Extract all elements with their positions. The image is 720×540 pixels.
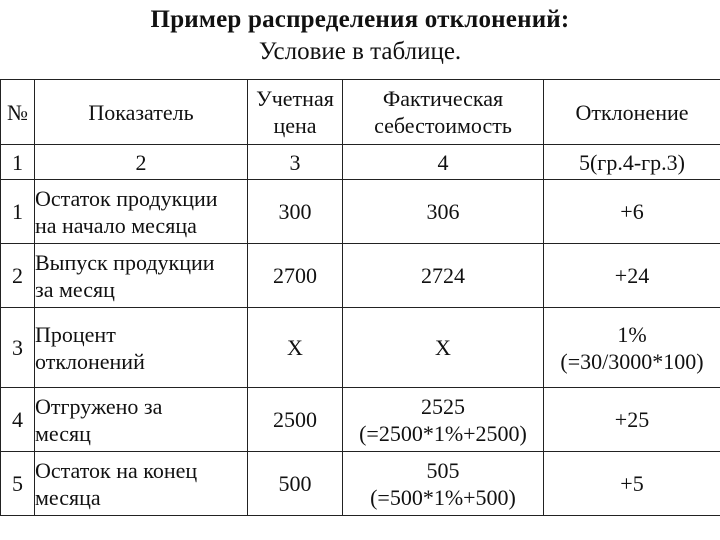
row-indicator-line1: Выпуск продукции (35, 249, 215, 275)
header-price (248, 80, 343, 145)
row-indicator-line2: за месяц (35, 276, 115, 302)
row-price: 300 (248, 180, 343, 244)
slide-title (0, 4, 720, 68)
row-price: 500 (248, 452, 343, 516)
row-deviation-value: +24 (614, 263, 650, 288)
row-cost-value: Х (435, 335, 451, 360)
row-indicator-line2: на начало месяца (35, 212, 197, 238)
row-cost-value: 2525 (421, 393, 465, 419)
table-row (1, 244, 720, 308)
header-price-line2: цена (273, 113, 317, 138)
table-row (1, 452, 720, 516)
row-indicator (35, 180, 248, 244)
numbering-row (1, 145, 720, 180)
row-price: 2500 (248, 388, 343, 452)
deviation-table (0, 79, 720, 516)
row-indicator-line1: Остаток продукции (35, 185, 218, 211)
header-cost-line2: себестоимость (374, 113, 512, 138)
header-no: № (1, 80, 35, 145)
row-price: 2700 (248, 244, 343, 308)
row-number: 2 (1, 244, 35, 308)
numbering-cost: 4 (343, 145, 544, 180)
row-cost (343, 452, 544, 516)
header-cost (343, 80, 544, 145)
row-indicator (35, 244, 248, 308)
row-cost (343, 180, 544, 244)
numbering-deviation: 5(гр.4-гр.3) (544, 145, 720, 180)
row-deviation (544, 308, 720, 388)
row-deviation (544, 388, 720, 452)
title-subtitle: Условие в таблице. (258, 38, 462, 65)
table-row (1, 308, 720, 388)
header-indicator: Показатель (35, 80, 248, 145)
table-row (1, 388, 720, 452)
row-cost-value: 505 (426, 457, 460, 483)
row-cost (343, 244, 544, 308)
row-indicator-line1: Остаток на конец (35, 457, 198, 483)
header-row (1, 80, 720, 145)
row-cost-formula: (=2500*1%+2500) (359, 420, 527, 446)
title-main: Пример распределения отклонений: (150, 6, 570, 33)
row-deviation (544, 452, 720, 516)
numbering-indicator: 2 (35, 145, 248, 180)
header-cost-line1: Фактическая (382, 86, 504, 111)
table-row (1, 180, 720, 244)
row-cost-value: 306 (426, 199, 460, 224)
row-cost-formula: (=500*1%+500) (370, 484, 516, 510)
row-indicator (35, 388, 248, 452)
row-deviation (544, 244, 720, 308)
row-cost (343, 308, 544, 388)
row-deviation-value: +25 (614, 407, 650, 432)
row-deviation-formula: (=30/3000*100) (560, 348, 704, 374)
row-cost (343, 388, 544, 452)
row-price: Х (248, 308, 343, 388)
row-deviation-value: 1% (617, 321, 647, 347)
header-deviation: Отклонение (544, 80, 720, 145)
row-deviation-value: +6 (620, 199, 644, 224)
row-indicator-line1: Отгружено за (35, 393, 163, 419)
numbering-price: 3 (248, 145, 343, 180)
header-price-line1: Учетная (256, 86, 334, 111)
row-indicator-line2: месяц (35, 420, 91, 446)
row-indicator-line2: отклонений (35, 348, 145, 374)
row-cost-value: 2724 (421, 263, 465, 288)
row-deviation (544, 180, 720, 244)
numbering-no: 1 (1, 145, 35, 180)
row-indicator (35, 308, 248, 388)
row-number: 1 (1, 180, 35, 244)
row-indicator-line1: Процент (35, 321, 116, 347)
row-number: 5 (1, 452, 35, 516)
row-deviation-value: +5 (620, 471, 644, 496)
row-number: 4 (1, 388, 35, 452)
row-indicator-line2: месяца (35, 484, 101, 510)
row-number: 3 (1, 308, 35, 388)
row-indicator (35, 452, 248, 516)
